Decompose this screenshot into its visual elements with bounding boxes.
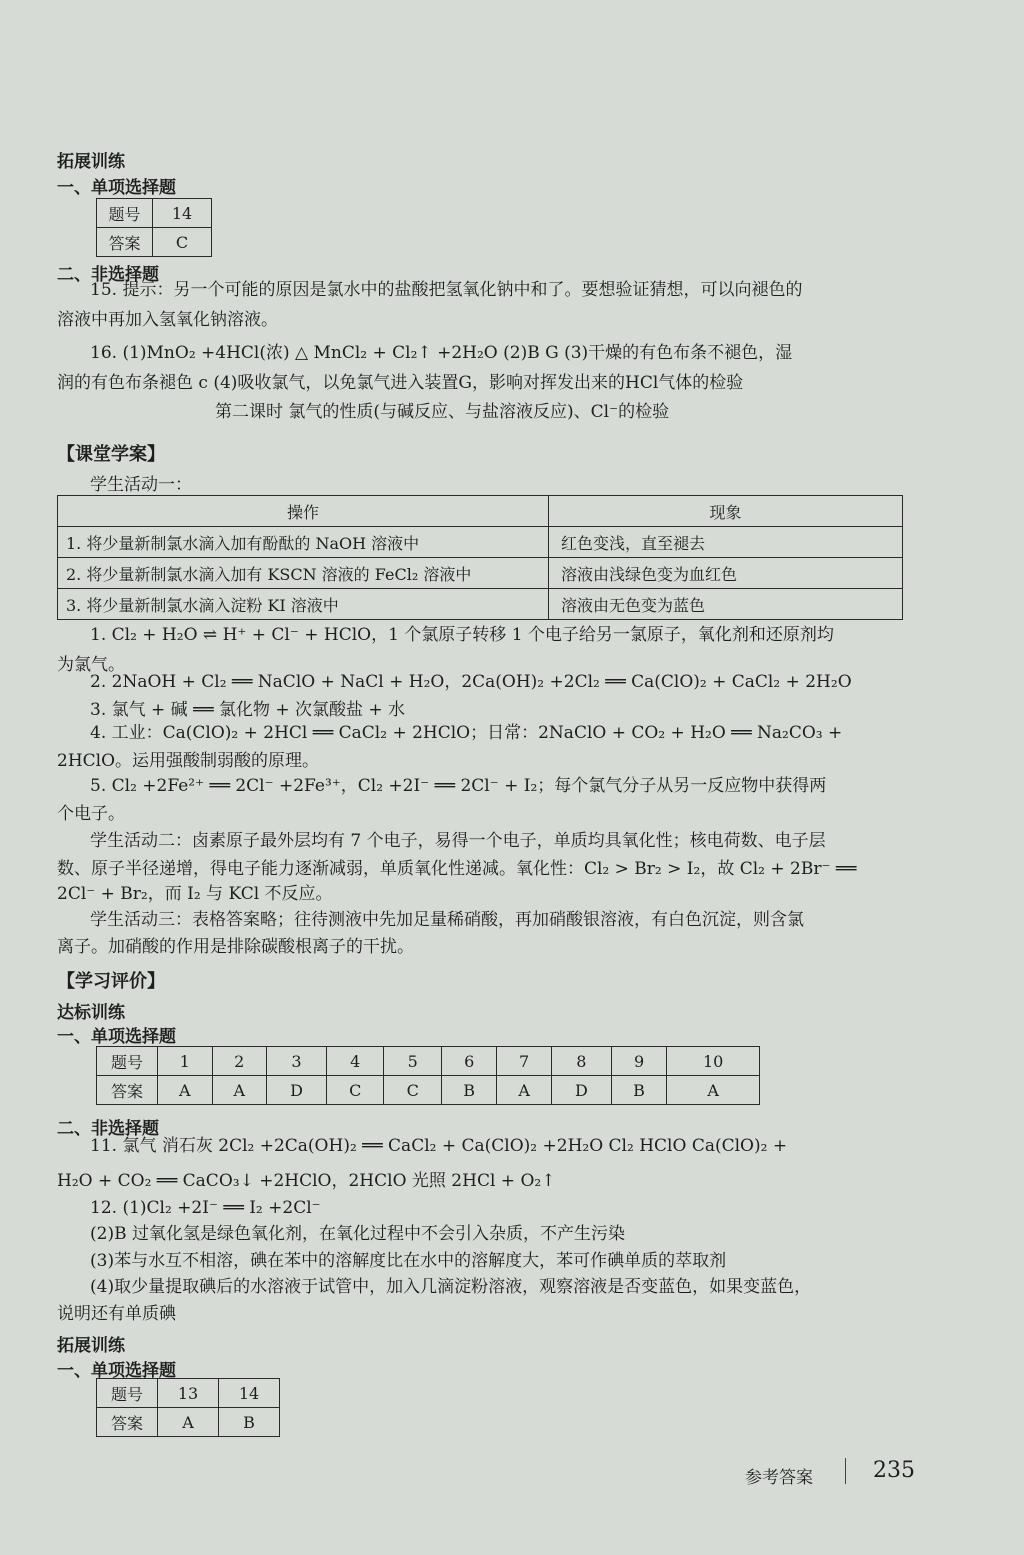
activity2-line3: 2Cl⁻ + Br₂，而 I₂ 与 KCl 不反应。 [57,884,333,904]
table-header-phenomenon: 现象 [549,496,903,527]
table-cell: A [212,1076,267,1105]
table-cell: 答案 [97,1408,158,1437]
table-cell: 7 [497,1047,552,1076]
q12-line: (2)B 过氧化氢是绿色氧化剂，在氧化过程中不会引入杂质，不产生污染 [90,1224,625,1244]
table-cell: B [441,1076,496,1105]
table-cell: C [327,1076,384,1105]
activity1-label: 学生活动一： [90,475,192,495]
part-heading-choice: 一、单项选择题 [57,178,176,198]
sub-heading-standard: 达标训练 [57,1003,125,1023]
table-cell: 5 [384,1047,441,1076]
part-heading-choice: 一、单项选择题 [57,1361,176,1381]
answer-table-2 [96,1046,760,1105]
part-heading-choice: 一、单项选择题 [57,1027,176,1047]
table-cell: A [158,1076,213,1105]
footer-divider [845,1458,846,1484]
table-cell: C [384,1076,441,1105]
q15-line1: 15. 提示：另一个可能的原因是氯水中的盐酸把氢氧化钠中和了。要想验证猜想，可以向褪色的 [90,280,803,300]
table-cell: A [158,1408,219,1437]
table-cell: 10 [667,1047,760,1076]
page-number: 235 [873,1458,915,1483]
lesson-title: 第二课时 氯气的性质(与碱反应、与盐溶液反应)、Cl⁻的检验 [215,402,670,422]
table-cell: B [611,1076,666,1105]
classroom-heading: 【课堂学案】 [57,444,165,465]
footer-label: 参考答案 [745,1468,813,1488]
activity2-line1: 学生活动二：卤素原子最外层均有 7 个电子，易得一个电子，单质均具氧化性；核电荷数、电子层 [90,831,826,851]
answer-item: 为氯气。 [57,655,125,675]
table-cell: 红色变浅，直至褪去 [549,527,903,558]
activity3-line1: 学生活动三：表格答案略；往待测液中先加足量稀硝酸，再加硝酸银溶液，有白色沉淀，则含氯 [90,910,804,930]
table-cell: 溶液由无色变为蓝色 [549,589,903,620]
table-cell: 4 [327,1047,384,1076]
table-cell: B [219,1408,280,1437]
answer-item: 5. Cl₂ +2Fe²⁺ ══ 2Cl⁻ +2Fe³⁺，Cl₂ +2I⁻ ══ 2Cl⁻ + I₂；每个氯气分子从另一反应物中获得两 [90,776,827,796]
q12-line: (3)苯与水互不相溶，碘在苯中的溶解度比在水中的溶解度大，苯可作碘单质的萃取剂 [90,1251,727,1271]
table-cell: 3. 将少量新制氯水滴入淀粉 KI 溶液中 [58,589,549,620]
table-cell: D [551,1076,611,1105]
evaluation-heading: 【学习评价】 [57,971,165,992]
section-heading-extension: 拓展训练 [57,152,125,172]
table-cell: 1 [158,1047,213,1076]
table-cell: 2. 将少量新制氯水滴入加有 KSCN 溶液的 FeCl₂ 溶液中 [58,558,549,589]
activity3-line2: 离子。加硝酸的作用是排除碳酸根离子的干扰。 [57,937,414,957]
sub-heading-extension: 拓展训练 [57,1336,125,1356]
table-cell: 9 [611,1047,666,1076]
activity2-line2: 数、原子半径递增，得电子能力逐渐减弱，单质氧化性递减。氧化性：Cl₂ > Br₂ > I₂，故 Cl₂ + 2Br⁻ ══ [57,859,857,879]
table-cell: C [153,228,212,257]
table-cell: 题号 [97,1379,158,1408]
answer-item: 4. 工业：Ca(ClO)₂ + 2HCl ══ CaCl₂ + 2HClO；日常：2NaClO + CO₂ + H₂O ══ Na₂CO₃ + [90,723,843,743]
answer-item: 个电子。 [57,804,125,824]
answer-table-1 [96,198,212,257]
table-cell: A [667,1076,760,1105]
table-cell: 题号 [97,199,153,228]
q12-line: 12. (1)Cl₂ +2I⁻ ══ I₂ +2Cl⁻ [90,1198,321,1218]
table-cell: 14 [219,1379,280,1408]
q16-line1: 16. (1)MnO₂ +4HCl(浓) △ MnCl₂ + Cl₂↑ +2H₂O (2)B G (3)干燥的有色布条不褪色，湿 [90,343,793,363]
q11-line1: 11. 氯气 消石灰 2Cl₂ +2Ca(OH)₂ ══ CaCl₂ + Ca(ClO)₂ +2H₂O Cl₂ HClO Ca(ClO)₂ + [90,1136,788,1156]
table-cell: A [497,1076,552,1105]
table-cell: 溶液由浅绿色变为血红色 [549,558,903,589]
table-cell: 答案 [97,1076,158,1105]
q11-line2: H₂O + CO₂ ══ CaCO₃↓ +2HClO，2HClO 光照 2HCl + O₂↑ [57,1171,556,1191]
q15-line2: 溶液中再加入氢氧化钠溶液。 [57,310,278,330]
table-cell: 6 [441,1047,496,1076]
table-cell: 14 [153,199,212,228]
table-cell: 2 [212,1047,267,1076]
table-cell: 8 [551,1047,611,1076]
experiment-table [57,495,903,620]
table-cell: 题号 [97,1047,158,1076]
table-cell: 1. 将少量新制氯水滴入加有酚酞的 NaOH 溶液中 [58,527,549,558]
table-cell: 答案 [97,228,153,257]
q12-line: 说明还有单质碘 [57,1304,176,1324]
table-cell: D [267,1076,327,1105]
table-cell: 13 [158,1379,219,1408]
q12-line: (4)取少量提取碘后的水溶液于试管中，加入几滴淀粉溶液，观察溶液是否变蓝色，如果变蓝色， [90,1277,812,1297]
part-heading-nonchoice: 二、非选择题 [57,1119,159,1139]
answer-table-3 [96,1378,280,1437]
table-cell: 3 [267,1047,327,1076]
answer-item: 1. Cl₂ + H₂O ⇌ H⁺ + Cl⁻ + HClO，1 个氯原子转移 1 个电子给另一氯原子，氧化剂和还原剂均 [90,625,834,645]
answer-item: 2HClO。运用强酸制弱酸的原理。 [57,751,320,771]
answer-item: 3. 氯气 + 碱 ══ 氯化物 + 次氯酸盐 + 水 [90,700,406,720]
answer-item: 2. 2NaOH + Cl₂ ══ NaClO + NaCl + H₂O，2Ca(OH)₂ +2Cl₂ ══ Ca(ClO)₂ + CaCl₂ + 2H₂O [90,672,852,692]
part-heading-nonchoice: 二、非选择题 [57,265,159,285]
q16-line2: 润的有色布条褪色 c (4)吸收氯气，以免氯气进入装置G，影响对挥发出来的HCl气体的检验 [57,373,744,393]
table-header-operation: 操作 [58,496,549,527]
